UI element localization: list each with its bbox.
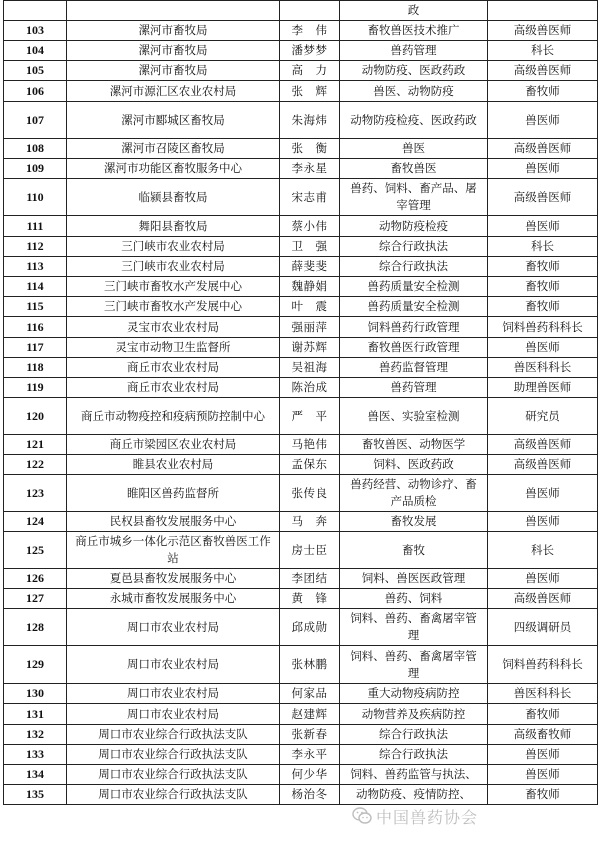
- unit-name: 商丘市农业农村局: [67, 358, 280, 378]
- row-number: 110: [4, 179, 67, 216]
- table-row: [4, 378, 598, 398]
- table-row: [4, 317, 598, 338]
- table-row: [4, 277, 598, 297]
- unit-name: 漯河市畜牧局: [67, 41, 280, 61]
- row-number: 132: [4, 725, 67, 745]
- job-title: 畜牧师: [488, 257, 598, 277]
- job-title: 高级兽医师: [488, 139, 598, 159]
- watermark: [352, 803, 598, 829]
- unit-name: 漯河市郾城区畜牧局: [67, 102, 280, 139]
- table-row: [4, 475, 598, 512]
- job-title: 兽医师: [488, 216, 598, 237]
- duty-field: 综合行政执法: [340, 237, 488, 257]
- unit-name: 三门峡市农业农村局: [67, 237, 280, 257]
- row-number: 108: [4, 139, 67, 159]
- person-name: 邱成勋: [280, 609, 340, 646]
- duty-field: 动物营养及疾病防控: [340, 704, 488, 725]
- row-number: 103: [4, 21, 67, 41]
- unit-name: 舞阳县畜牧局: [67, 216, 280, 237]
- person-name: 薛斐斐: [280, 257, 340, 277]
- job-title: 高级兽医师: [488, 455, 598, 475]
- duty-field: 畜牧发展: [340, 512, 488, 532]
- job-title: 助理兽医师: [488, 378, 598, 398]
- table-row: [4, 216, 598, 237]
- table-row: [4, 102, 598, 139]
- table-row: [4, 646, 598, 684]
- person-name: 朱海炜: [280, 102, 340, 139]
- person-name: 高 力: [280, 61, 340, 81]
- person-name: 张新春: [280, 725, 340, 745]
- unit-name: 三门峡市畜牧水产发展中心: [67, 297, 280, 317]
- person-name: 宋志甫: [280, 179, 340, 216]
- person-name: 潘梦梦: [280, 41, 340, 61]
- duty-field: 畜牧兽医、动物医学: [340, 435, 488, 455]
- job-title: 高级畜牧师: [488, 725, 598, 745]
- row-number: 120: [4, 398, 67, 435]
- person-name: 孟保东: [280, 455, 340, 475]
- person-name: 叶 震: [280, 297, 340, 317]
- duty-field: 畜牧兽医: [340, 159, 488, 179]
- table-row: [4, 159, 598, 179]
- duty-field: 动物防疫检疫: [340, 216, 488, 237]
- row-number: 115: [4, 297, 67, 317]
- table-row: [4, 532, 598, 569]
- person-name: 何少华: [280, 765, 340, 785]
- row-number: 122: [4, 455, 67, 475]
- table-row: [4, 512, 598, 532]
- wechat-icon: [352, 806, 372, 826]
- row-number: 123: [4, 475, 67, 512]
- duty-field: 重大动物疫病防控: [340, 684, 488, 704]
- person-name: 李永星: [280, 159, 340, 179]
- duty-field: 动物防疫检疫、医政药政: [340, 102, 488, 139]
- duty-field: 畜牧兽医行政管理: [340, 338, 488, 358]
- row-number: 130: [4, 684, 67, 704]
- table-row: [4, 684, 598, 704]
- duty-field: 饲料、医政药政: [340, 455, 488, 475]
- row-number: 116: [4, 317, 67, 338]
- unit-name: 民权县畜牧发展服务中心: [67, 512, 280, 532]
- duty-field: 兽药、饲料、畜产品、屠宰管理: [340, 179, 488, 216]
- job-title: 兽医师: [488, 475, 598, 512]
- job-title: 畜牧师: [488, 785, 598, 805]
- person-name: 强丽萍: [280, 317, 340, 338]
- person-name: 黄 锋: [280, 589, 340, 609]
- personnel-table: [3, 0, 598, 805]
- row-number: 121: [4, 435, 67, 455]
- job-title: 畜牧师: [488, 297, 598, 317]
- unit-name: 漯河市源汇区农业农村局: [67, 81, 280, 102]
- unit-name: 周口市农业农村局: [67, 704, 280, 725]
- unit-name: 周口市农业综合行政执法支队: [67, 725, 280, 745]
- duty-field: 兽医、实验室检测: [340, 398, 488, 435]
- row-number: 106: [4, 81, 67, 102]
- duty-field: 饲料、兽药监管与执法、: [340, 765, 488, 785]
- row-number: 133: [4, 745, 67, 765]
- row-number: 135: [4, 785, 67, 805]
- person-name: 马 奔: [280, 512, 340, 532]
- unit-name: 灵宝市动物卫生监督所: [67, 338, 280, 358]
- job-title: 高级兽医师: [488, 179, 598, 216]
- row-number: 104: [4, 41, 67, 61]
- job-title: 畜牧师: [488, 704, 598, 725]
- job-title: 兽医师: [488, 159, 598, 179]
- unit-name: 周口市农业农村局: [67, 646, 280, 684]
- table-row: [4, 569, 598, 589]
- duty-field: 饲料、兽药、畜禽屠宰管理: [340, 609, 488, 646]
- row-number: 124: [4, 512, 67, 532]
- person-name: 赵建辉: [280, 704, 340, 725]
- person-name: 张传良: [280, 475, 340, 512]
- row-number: 105: [4, 61, 67, 81]
- table-row: [4, 257, 598, 277]
- job-title: 科长: [488, 41, 598, 61]
- job-title: 高级兽医师: [488, 435, 598, 455]
- duty-field: 饲料、兽药、畜禽屠宰管理: [340, 646, 488, 684]
- duty-field: 综合行政执法: [340, 745, 488, 765]
- person-name: 严 平: [280, 398, 340, 435]
- duty-field: 畜牧兽医技术推广: [340, 21, 488, 41]
- person-name: 张林鹏: [280, 646, 340, 684]
- unit-name: 漯河市功能区畜牧服务中心: [67, 159, 280, 179]
- job-title: 四级调研员: [488, 609, 598, 646]
- duty-field: 兽药监督管理: [340, 358, 488, 378]
- table-row: [4, 765, 598, 785]
- table-row: [4, 455, 598, 475]
- table-row: [4, 21, 598, 41]
- row-number: 107: [4, 102, 67, 139]
- unit-name: 商丘市农业农村局: [67, 378, 280, 398]
- row-number: 114: [4, 277, 67, 297]
- person-name: 李 伟: [280, 21, 340, 41]
- table-row: [4, 338, 598, 358]
- row-number: 111: [4, 216, 67, 237]
- row-number: 128: [4, 609, 67, 646]
- unit-name: 永城市畜牧发展服务中心: [67, 589, 280, 609]
- row-number: 117: [4, 338, 67, 358]
- unit-name: 周口市农业综合行政执法支队: [67, 745, 280, 765]
- person-name: 李永平: [280, 745, 340, 765]
- row-number: 129: [4, 646, 67, 684]
- job-title: 饲料兽药科科长: [488, 646, 598, 684]
- watermark-text: 中国兽药协会: [376, 807, 479, 827]
- duty-field: 饲料、兽医医政管理: [340, 569, 488, 589]
- job-title: 研究员: [488, 398, 598, 435]
- row-number: 125: [4, 532, 67, 569]
- job-title: 科长: [488, 237, 598, 257]
- unit-name: 周口市农业综合行政执法支队: [67, 765, 280, 785]
- person-name: 杨治冬: [280, 785, 340, 805]
- duty-field: 兽医: [340, 139, 488, 159]
- person-name: 房士臣: [280, 532, 340, 569]
- unit-name: 临颍县畜牧局: [67, 179, 280, 216]
- unit-name: 周口市农业农村局: [67, 609, 280, 646]
- person-name: 李团结: [280, 569, 340, 589]
- table-row: [4, 61, 598, 81]
- row-number: 131: [4, 704, 67, 725]
- unit-name: 周口市农业综合行政执法支队: [67, 785, 280, 805]
- job-title: 兽医师: [488, 512, 598, 532]
- job-title: 高级兽医师: [488, 589, 598, 609]
- person-name: 魏静娟: [280, 277, 340, 297]
- table-row: [4, 358, 598, 378]
- duty-field: 兽医、动物防疫: [340, 81, 488, 102]
- job-title: 兽医师: [488, 765, 598, 785]
- duty-field: 兽药、饲料: [340, 589, 488, 609]
- unit-name: 周口市农业农村局: [67, 684, 280, 704]
- duty-field: 综合行政执法: [340, 725, 488, 745]
- table-row: [4, 179, 598, 216]
- table-row: [4, 139, 598, 159]
- row-number: 126: [4, 569, 67, 589]
- person-name: 卫 强: [280, 237, 340, 257]
- table-row: [4, 81, 598, 102]
- unit-name: 灵宝市农业农村局: [67, 317, 280, 338]
- person-name: 张 辉: [280, 81, 340, 102]
- row-number: 109: [4, 159, 67, 179]
- duty-field: 兽药管理: [340, 378, 488, 398]
- personnel-table-body: [4, 1, 598, 805]
- job-title: 高级兽医师: [488, 21, 598, 41]
- table-row: [4, 704, 598, 725]
- person-name: 陈治成: [280, 378, 340, 398]
- unit-name: 睢县农业农村局: [67, 455, 280, 475]
- person-name: 蔡小伟: [280, 216, 340, 237]
- person-name: 马艳伟: [280, 435, 340, 455]
- duty-field: 饲料兽药行政管理: [340, 317, 488, 338]
- table-row: [4, 589, 598, 609]
- duty-field: 兽药质量安全检测: [340, 297, 488, 317]
- table-row: [4, 609, 598, 646]
- unit-name: 三门峡市农业农村局: [67, 257, 280, 277]
- table-row: [4, 435, 598, 455]
- table-row: [4, 785, 598, 805]
- table-row: [4, 745, 598, 765]
- job-title: 兽医科科长: [488, 358, 598, 378]
- unit-name: 夏邑县畜牧发展服务中心: [67, 569, 280, 589]
- row-number: 112: [4, 237, 67, 257]
- job-title: 畜牧师: [488, 277, 598, 297]
- table-row: [4, 725, 598, 745]
- job-title: 兽医师: [488, 569, 598, 589]
- job-title: 饲料兽药科科长: [488, 317, 598, 338]
- row-number: 119: [4, 378, 67, 398]
- unit-name: 漯河市召陵区畜牧局: [67, 139, 280, 159]
- duty-field: 兽药管理: [340, 41, 488, 61]
- job-title: 畜牧师: [488, 81, 598, 102]
- duty-field: 动物防疫、医政药政: [340, 61, 488, 81]
- continuation-text: 政: [340, 1, 488, 21]
- row-number: 113: [4, 257, 67, 277]
- unit-name: 商丘市动物疫控和疫病预防控制中心: [67, 398, 280, 435]
- job-title: 兽医师: [488, 338, 598, 358]
- table-row: [4, 297, 598, 317]
- row-number: 118: [4, 358, 67, 378]
- duty-field: 动物防疫、疫情防控、: [340, 785, 488, 805]
- person-name: 谢苏辉: [280, 338, 340, 358]
- job-title: 高级兽医师: [488, 61, 598, 81]
- table-row: [4, 398, 598, 435]
- job-title: 兽医师: [488, 102, 598, 139]
- unit-name: 商丘市城乡一体化示范区畜牧兽医工作站: [67, 532, 280, 569]
- unit-name: 商丘市梁园区农业农村局: [67, 435, 280, 455]
- job-title: 兽医科科长: [488, 684, 598, 704]
- table-row-continuation: [4, 1, 598, 21]
- duty-field: 兽药经营、动物诊疗、畜产品质检: [340, 475, 488, 512]
- row-number: 127: [4, 589, 67, 609]
- job-title: 兽医师: [488, 745, 598, 765]
- duty-field: 综合行政执法: [340, 257, 488, 277]
- unit-name: 睢阳区兽药监督所: [67, 475, 280, 512]
- person-name: 吴祖海: [280, 358, 340, 378]
- job-title: 科长: [488, 532, 598, 569]
- person-name: 何家品: [280, 684, 340, 704]
- unit-name: 三门峡市畜牧水产发展中心: [67, 277, 280, 297]
- duty-field: 畜牧: [340, 532, 488, 569]
- unit-name: 漯河市畜牧局: [67, 61, 280, 81]
- table-row: [4, 237, 598, 257]
- duty-field: 兽药质量安全检测: [340, 277, 488, 297]
- unit-name: 漯河市畜牧局: [67, 21, 280, 41]
- person-name: 张 衡: [280, 139, 340, 159]
- row-number: 134: [4, 765, 67, 785]
- table-row: [4, 41, 598, 61]
